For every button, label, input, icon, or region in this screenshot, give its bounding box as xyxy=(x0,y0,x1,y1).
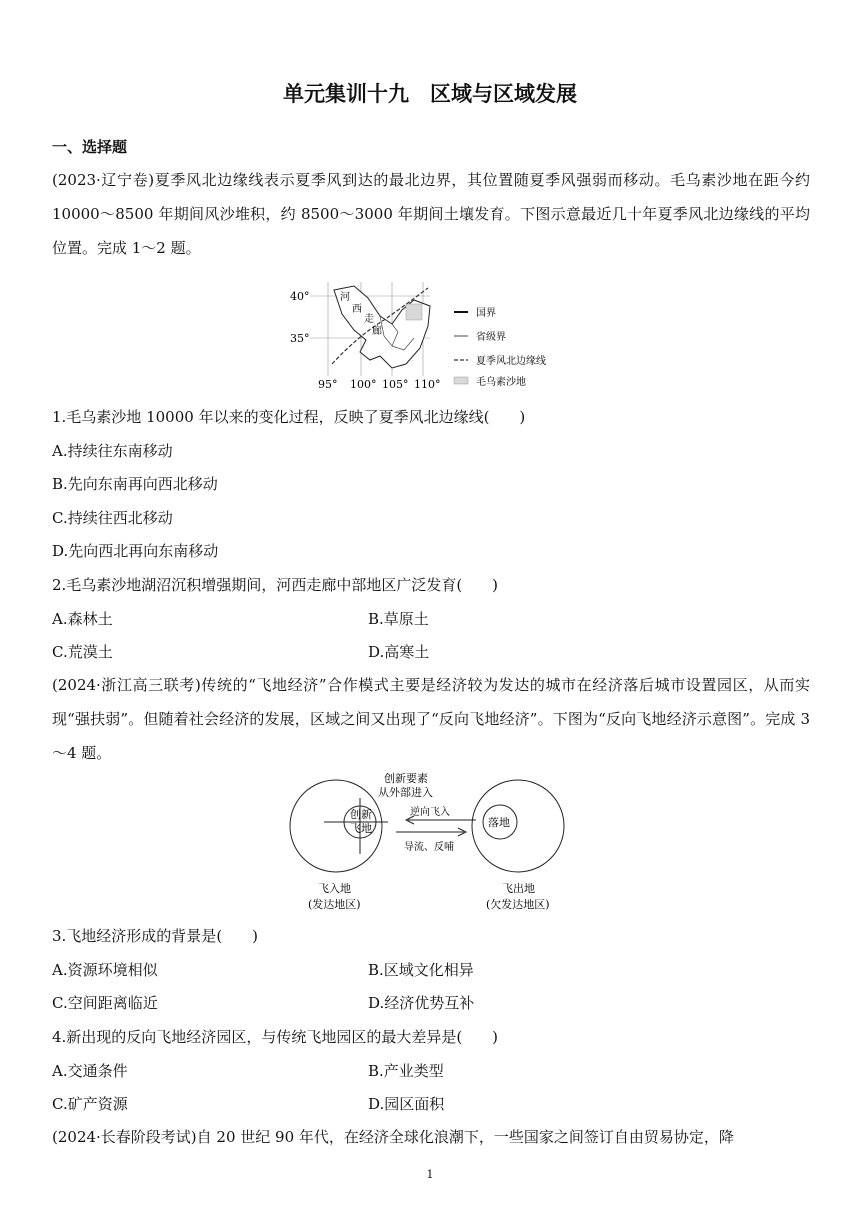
region-char: 西 xyxy=(352,304,362,315)
question-3-option-c: C.空间距离临近 xyxy=(52,994,158,1012)
page-title: 单元集训十九 区域与区域发展 xyxy=(283,82,577,106)
inner-right-label: 落地 xyxy=(488,816,510,829)
question-1-option-c: C.持续往西北移动 xyxy=(52,509,173,527)
question-3-stem: 3.飞地经济形成的背景是( ) xyxy=(52,927,259,945)
question-3-option-b: B.区域文化相异 xyxy=(368,961,474,979)
question-4-option-d: D.园区面积 xyxy=(368,1095,445,1113)
legend-label: 省级界 xyxy=(476,332,506,343)
question-1-stem: 1.毛乌素沙地 10000 年以来的变化过程，反映了夏季风北边缘线( ) xyxy=(52,408,526,426)
question-1-option-d: D.先向西北再向东南移动 xyxy=(52,542,219,560)
latitude-label: 35° xyxy=(290,332,310,345)
question-3-option-a: A.资源环境相似 xyxy=(52,961,158,979)
map-figure xyxy=(288,276,572,394)
longitude-label: 95° xyxy=(318,378,338,391)
question-4-option-c: C.矿产资源 xyxy=(52,1095,128,1113)
question-1-option-a: A.持续往东南移动 xyxy=(52,442,173,460)
inner-left-label: 创新 xyxy=(350,808,372,821)
feedback-arrow xyxy=(396,828,466,836)
question-3-option-d: D.经济优势互补 xyxy=(368,994,475,1012)
question-2-option-b: B.草原土 xyxy=(368,610,429,628)
question-4-option-a: A.交通条件 xyxy=(52,1062,128,1080)
inner-left-label: 飞地 xyxy=(350,822,372,835)
question-2-option-c: C.荒漠土 xyxy=(52,643,113,661)
section-heading: 一、选择题 xyxy=(52,138,128,156)
left-caption: 飞入地 xyxy=(318,882,351,895)
top-label: 创新要素 xyxy=(384,772,428,785)
top-label: 从外部进入 xyxy=(378,786,433,799)
reverse-enclave-diagram xyxy=(288,770,572,916)
latitude-label: 40° xyxy=(290,290,310,303)
sandy-land-area xyxy=(406,304,422,320)
question-1-option-b: B.先向东南再向西北移动 xyxy=(52,475,218,493)
question-4-stem: 4.新出现的反向飞地经济园区，与传统飞地园区的最大差异是( ) xyxy=(52,1028,499,1046)
question-2-option-d: D.高寒土 xyxy=(368,643,430,661)
longitude-label: 100° xyxy=(350,378,377,391)
longitude-label: 105° xyxy=(382,378,409,391)
left-caption: (发达地区) xyxy=(308,898,361,911)
right-caption: 飞出地 xyxy=(502,882,535,895)
passage-2: (2024·浙江高三联考)传统的“飞地经济”合作模式主要是经济较为发达的城市在经济落后城市设置园区，从而实现“强扶弱”。但随着社会经济的发展，区域之间又出现了“反向飞地经济”。下图为“反向飞地经济示意图”。完成 3～4 题。 xyxy=(52,676,810,762)
longitude-label: 110° xyxy=(414,378,441,391)
question-2-stem: 2.毛乌素沙地湖沼沉积增强期间，河西走廊中部地区广泛发育( ) xyxy=(52,576,499,594)
arrow-top-label: 逆向飞入 xyxy=(410,807,450,818)
legend-label: 夏季风北边缘线 xyxy=(476,356,546,367)
legend-label: 毛乌素沙地 xyxy=(476,377,526,388)
region-char: 走 xyxy=(364,314,374,325)
legend-label: 国界 xyxy=(476,308,496,319)
right-outer-circle xyxy=(472,780,564,872)
question-4-option-b: B.产业类型 xyxy=(368,1062,444,1080)
question-2-option-a: A.森林土 xyxy=(52,610,113,628)
passage-3: (2024·长春阶段考试)自 20 世纪 90 年代，在经济全球化浪潮下，一些国家之间签订自由贸易协定，降 xyxy=(52,1128,734,1146)
right-caption: (欠发达地区) xyxy=(486,898,550,911)
passage-1: (2023·辽宁卷)夏季风北边缘线表示夏季风到达的最北边界，其位置随夏季风强弱而移动。毛乌素沙地在距今约 10000～8500 年期间风沙堆积，约 8500～3000 年期间土壤发育。下图示意最近几十年夏季风北边缘线的平均位置。完成 1～2 题。 xyxy=(52,171,810,257)
region-char: 廊 xyxy=(372,326,382,337)
legend-sandy-land-symbol xyxy=(454,377,468,384)
arrow-bottom-label: 导流、反哺 xyxy=(404,842,454,853)
region-char: 河 xyxy=(340,292,350,303)
page-number: 1 xyxy=(426,1168,434,1181)
